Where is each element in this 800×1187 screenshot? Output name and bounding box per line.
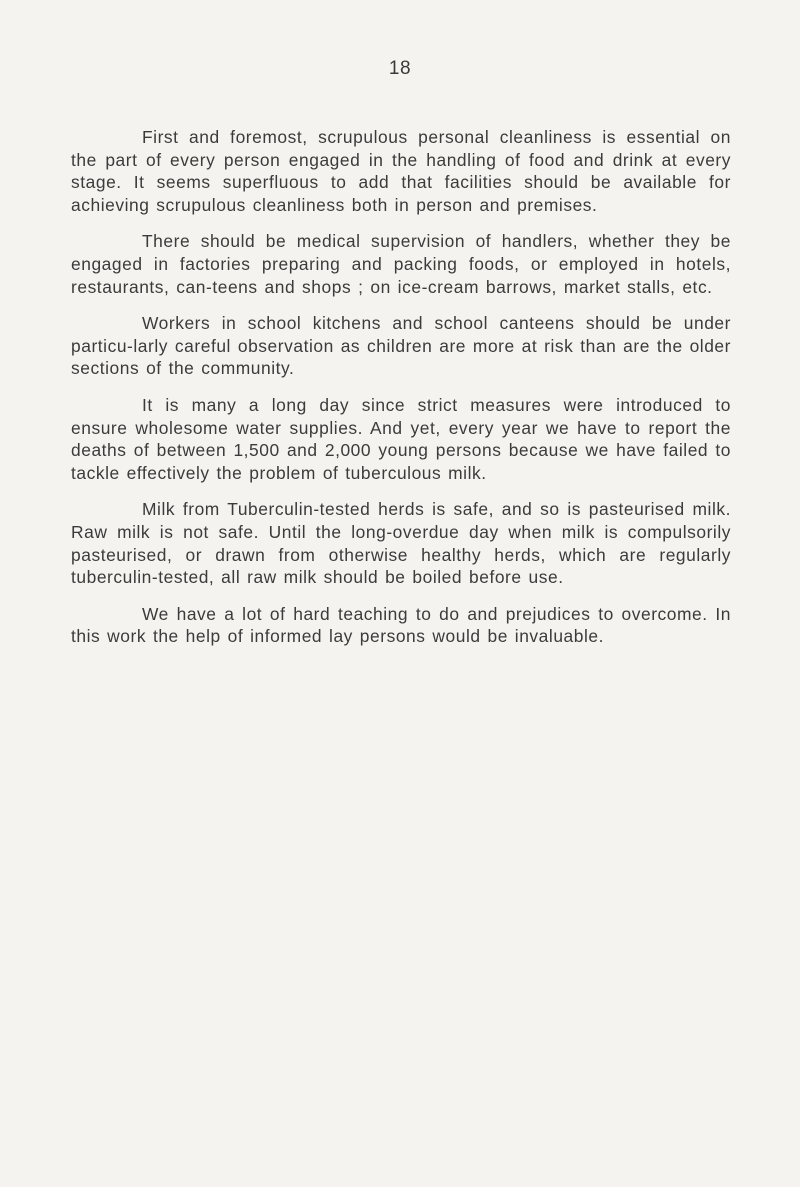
paragraph-school-kitchens: Workers in school kitchens and school canteens should be under particu-larly careful observation as children are more at risk than are the older sections of the community. xyxy=(71,313,731,379)
paragraph-medical-supervision: There should be medical supervision of handlers, whether they be engaged in factories preparing and packing foods, or employed in hotels, restaurants, can-teens and shops ; on ice-cream barrows, market stalls, etc. xyxy=(71,231,731,297)
paragraph-cleanliness: First and foremost, scrupulous personal cleanliness is essential on the part of every person engaged in the handling of food and drink at every stage. It seems superfluous to add that facilities should be available for achieving scrupulous cleanliness both in person and premises. xyxy=(71,127,731,215)
body-text xyxy=(71,126,731,662)
paragraph-water-supplies: It is many a long day since strict measures were introduced to ensure wholesome water supplies. And yet, every year we have to report the deaths of between 1,500 and 2,000 young persons because we have failed to tackle effectively the problem of tuberculous milk. xyxy=(71,394,731,483)
paragraph-teaching: We have a lot of hard teaching to do and prejudices to overcome. In this work the help of informed lay persons would be invaluable. xyxy=(71,603,731,647)
page-number: 18 xyxy=(388,58,412,79)
paragraph-milk-safety: Milk from Tuberculin-tested herds is safe, and so is pasteurised milk. Raw milk is not safe. Until the long-overdue day when milk is compulsorily pasteurised, or drawn from otherwise healthy herds, which are regularly tuberculin-tested, all raw milk should be boiled before use. xyxy=(71,499,731,588)
